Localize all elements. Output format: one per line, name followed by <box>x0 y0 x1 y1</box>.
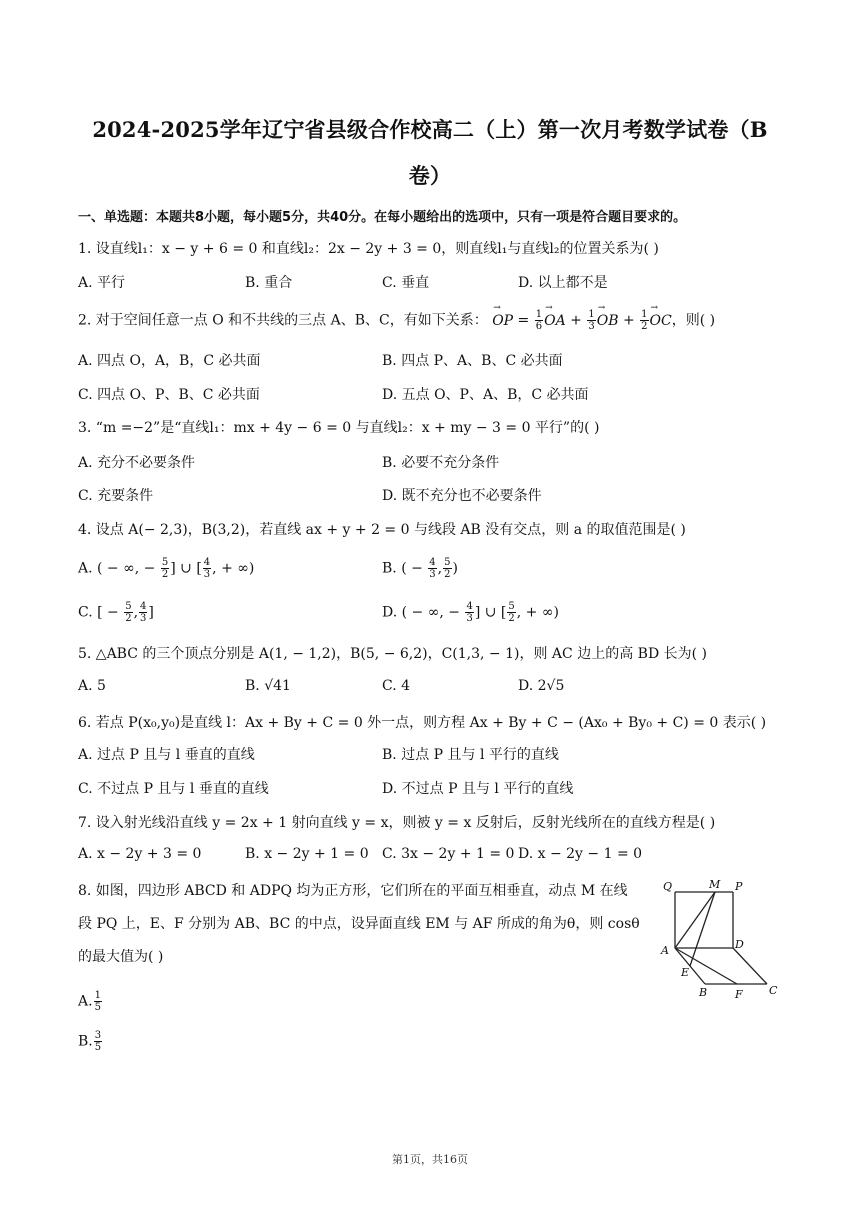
q1-stem: 1. 设直线l₁：x − y + 6 = 0 和直线l₂：2x − 2y + 3 = 0，则直线l₁与直线l₂的位置关系为( ) <box>78 241 659 257</box>
q5-option-d: D. 2√5 <box>518 678 565 694</box>
q3-stem: 3. “m =−2”是“直线l₁：mx + 4y − 6 = 0 与直线l₂：x + my − 3 = 0 平行”的( ) <box>78 420 600 436</box>
q6-option-a: A. 过点 P 且与 l 垂直的直线 <box>78 747 255 763</box>
page-title-line2: 卷） <box>408 163 452 188</box>
q2-frac3: $\frac{1}{2}$ <box>641 309 648 332</box>
label-F: F <box>735 988 743 1001</box>
label-B: B <box>699 986 708 999</box>
q1-option-d: D. 以上都不是 <box>518 275 608 291</box>
q7-option-a: A. x − 2y + 3 = 0 <box>78 846 202 862</box>
label-Q: Q <box>663 880 673 893</box>
q5-option-a: A. 5 <box>78 678 106 694</box>
q1-option-b: B. 重合 <box>245 275 293 291</box>
q3-option-d: D. 既不充分也不必要条件 <box>382 488 542 504</box>
label-C: C <box>769 984 778 997</box>
label-A: A <box>661 944 669 957</box>
q3-option-c: C. 充要条件 <box>78 488 154 504</box>
q7-option-b: B. x − 2y + 1 = 0 <box>245 846 369 862</box>
q6-option-b: B. 过点 P 且与 l 平行的直线 <box>382 747 559 763</box>
q5-option-b: B. √41 <box>245 678 291 694</box>
q4-option-a: A. ( − ∞, − $\frac{5}{2}$ ] ∪ [ $\frac{4}{3}$ , + ∞) <box>78 557 255 580</box>
q1-option-c: C. 垂直 <box>382 275 430 291</box>
label-E: E <box>681 966 690 979</box>
section-heading: 一、单选题：本题共8小题，每小题5分，共40分。在每小题给出的选项中，只有一项是符合题目要求的。 <box>78 210 687 225</box>
q4-option-c: C. [ − $\frac{5}{2}$ , $\frac{4}{3}$ ] <box>78 601 154 624</box>
q2-frac2: $\frac{1}{3}$ <box>588 309 595 332</box>
q4-option-d: D. ( − ∞, − $\frac{4}{3}$ ] ∪ [ $\frac{5}{2}$ , + ∞) <box>382 601 559 624</box>
q6-option-c: C. 不过点 P 且与 l 垂直的直线 <box>78 781 269 797</box>
segment-EM <box>690 892 715 966</box>
q3-option-b: B. 必要不充分条件 <box>382 455 500 471</box>
label-P: P <box>735 880 743 893</box>
q8-stem-line2: 段 PQ 上，E、F 分别为 AB、BC 的中点，设异面直线 EM 与 AF 所成的角为θ，则 cosθ <box>78 916 640 932</box>
q2-option-c: C. 四点 O、P、B、C 必共面 <box>78 387 260 403</box>
label-M: M <box>709 878 721 891</box>
q2-frac1: $\frac{1}{6}$ <box>535 309 543 332</box>
q5-option-c: C. 4 <box>382 678 411 694</box>
edge-DC <box>733 948 767 984</box>
q2-option-b: B. 四点 P、A、B、C 必共面 <box>382 353 563 369</box>
q2-stem: 2. 对于空间任意一点 O 和不共线的三点 A、B、C，有如下关系： → OP = $\frac{1}{6}$ → OA + $\frac{1}{3}$ → OB + $\frac{1}{2}$ → OC，则( ) <box>78 309 715 332</box>
q2-option-a: A. 四点 O，A，B，C 必共面 <box>78 353 261 369</box>
q2-stem-text: 2. 对于空间任意一点 O 和不共线的三点 A、B、C，有如下关系： <box>78 312 488 329</box>
q5-stem: 5. △ABC 的三个顶点分别是 A(1, − 1,2)，B(5, − 6,2)，C(1,3, − 1)，则 AC 边上的高 BD 长为( ) <box>78 646 707 662</box>
q1-option-a: A. 平行 <box>78 275 126 291</box>
page-title-line1: 2024-2025学年辽宁省县级合作校高二（上）第一次月考数学试卷（B <box>92 117 768 142</box>
q4-option-b: B. ( − $\frac{4}{3}$ , $\frac{5}{2}$ ) <box>382 557 458 580</box>
q2-option-d: D. 五点 O、P、A、B，C 必共面 <box>382 387 589 403</box>
label-D: D <box>735 938 744 951</box>
q8-figure <box>655 876 785 1006</box>
q4-stem: 4. 设点 A(− 2,3)，B(3,2)，若直线 ax + y + 2 = 0 与线段 AB 没有交点，则 a 的取值范围是( ) <box>78 522 686 538</box>
q8-option-b: B. $\frac{3}{5}$ <box>78 1030 102 1053</box>
q8-option-a: A. $\frac{1}{5}$ <box>78 990 101 1013</box>
page-footer: 第1页，共16页 <box>392 1153 468 1166</box>
q6-option-d: D. 不过点 P 且与 l 平行的直线 <box>382 781 574 797</box>
q7-option-d: D. x − 2y − 1 = 0 <box>518 846 643 862</box>
q8-stem-line3: 的最大值为( ) <box>78 949 164 965</box>
q6-stem: 6. 若点 P(x₀,y₀)是直线 l：Ax + By + C = 0 外一点，则方程 Ax + By + C − (Ax₀ + By₀ + C) = 0 表示( ) <box>78 715 767 731</box>
q7-stem: 7. 设入射光线沿直线 y = 2x + 1 射向直线 y = x，则被 y = x 反射后，反射光线所在的直线方程是( ) <box>78 815 716 831</box>
q8-stem-line1: 8. 如图，四边形 ABCD 和 ADPQ 均为正方形，它们所在的平面互相垂直，动点 M 在线 <box>78 883 628 899</box>
q7-option-c: C. 3x − 2y + 1 = 0 <box>382 846 515 862</box>
q2-stem-tail: ，则( ) <box>671 312 716 329</box>
q3-option-a: A. 充分不必要条件 <box>78 455 196 471</box>
segment-AM <box>675 892 715 948</box>
